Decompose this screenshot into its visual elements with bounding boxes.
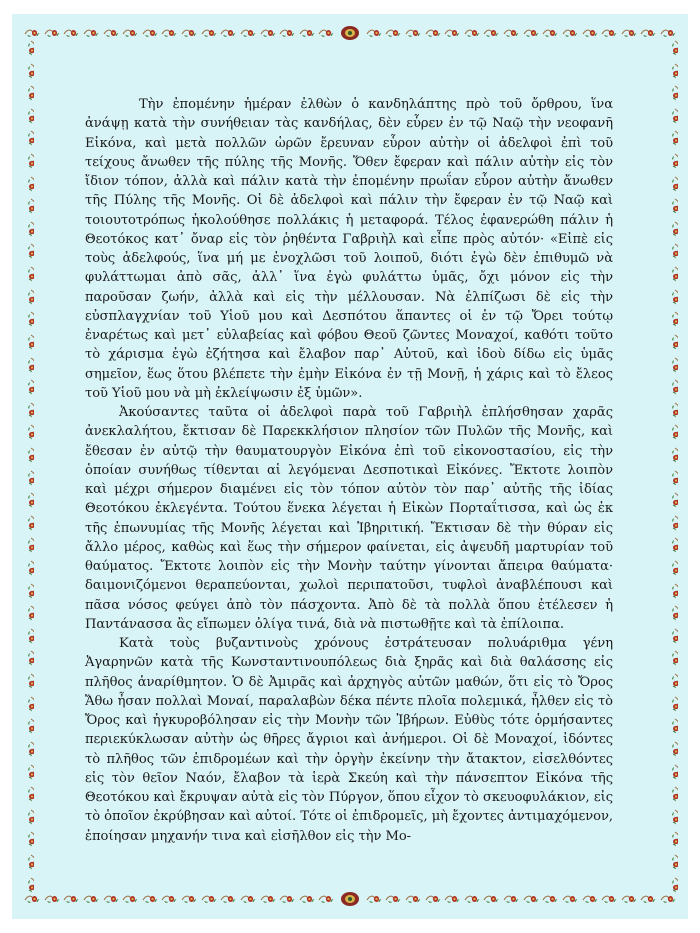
floral-ornament-icon: [22, 289, 34, 305]
paragraph: Τὴν ἐπομένην ἡμέραν ἐλθὼν ὁ κανδηλάπτης πρὸ τοῦ ὄρθρου, ἵνα ἀνάψῃ κατὰ τὴν συνήθειαν τὰς κανδήλας, δὲν εὗρεν ἐν τῷ Ναῷ τὴν νεοφανῆ Εἰκόνα, καὶ μετὰ πολλῶν ὡρῶν ἔρευναν εὗρον αὐτὴν οἱ ἀδελφοὶ ἐπὶ τοῦ τείχους ἄνωθεν τῆς πύλης τῆς Μονῆς. Ὅθεν ἔφεραν καὶ πάλιν αὐτὴν εἰς τὸν ἴδιον τόπον, ἀλλὰ καὶ πάλιν κατὰ τὴν ἐπομένην πρωΐαν εὗρον αὐτὴν ἄνωθεν τῆς Πύλης τῆς Μονῆς. Οἱ δὲ ἀδελφοὶ καὶ πάλιν τὴν ἔφεραν ἐν τῷ Ναῷ καὶ τοιουτοτρόπως ἠκολούθησε πολλάκις ἡ μεταφορά. Τέλος ἐφανερώθη πάλιν ἡ Θεοτόκος κατ᾽ ὄναρ εἰς τὸν ῥηθέντα Γαβριὴλ καὶ εἶπε πρὸς αὐτόν· «Εἰπὲ εἰς τοὺς ἀδελφούς, ἵνα μή με ἐνοχλῶσι τοῦ λοιποῦ, διότι ἐγὼ δὲν ἐπιθυμῶ νὰ φυλάττωμαι ἀπὸ σᾶς, ἀλλ᾽ ἵνα ἐγὼ φυλάττω ὑμᾶς, ὄχι μόνον εἰς τὴν παροῦσαν ζωήν, ἀλλὰ καὶ εἰς τὴν μέλλουσαν. Νὰ ἐλπίζωσι δὲ εἰς τὴν εὐσπλαγχνίαν τοῦ Υἱοῦ μου καὶ Δεσπότου ἅπαντες οἱ ἐν τῷ Ὄρει τούτῳ ἐναρέτως καὶ μετ᾽ εὐλαβείας καὶ φόβου Θεοῦ ζῶντες Μοναχοί, καθότι τοῦτο τὸ χάρισμα ἐγὼ ἐζήτησα καὶ ἔλαβον παρ᾽ Αὐτοῦ, καὶ ἰδοὺ δίδω εἰς ὑμᾶς σημεῖον, ἕως ὅτου βλέπετε τὴν ἐμὴν Εἰκόνα ἐν τῇ Μονῇ, ἡ χάρις καὶ τὸ ἔλεος τοῦ Υἱοῦ μου νὰ μὴ ἐκλείψωσιν ἐξ ὑμῶν».: [85, 97, 613, 401]
floral-ornament-icon: [22, 809, 34, 825]
floral-ornament-icon: [425, 893, 441, 905]
floral-ornament-icon: [405, 893, 421, 905]
floral-ornament-icon: [666, 424, 678, 440]
floral-ornament-icon: [103, 893, 119, 905]
floral-ornament-icon: [22, 221, 34, 237]
floral-ornament-icon: [666, 311, 678, 327]
floral-ornament-icon: [22, 786, 34, 802]
floral-ornament-icon: [666, 85, 678, 101]
floral-ornament-icon: [666, 379, 678, 395]
floral-ornament-icon: [666, 108, 678, 124]
floral-ornament-icon: [621, 27, 637, 39]
floral-ornament-icon: [666, 176, 678, 192]
floral-ornament-icon: [666, 221, 678, 237]
floral-ornament-icon: [22, 831, 34, 847]
floral-ornament-icon: [666, 40, 678, 56]
floral-ornament-icon: [22, 130, 34, 146]
text-body: [85, 95, 613, 846]
floral-ornament-icon: [22, 650, 34, 666]
floral-ornament-icon: [22, 515, 34, 531]
floral-ornament-icon: [260, 893, 276, 905]
floral-ornament-icon: [22, 334, 34, 350]
floral-ornament-icon: [385, 27, 401, 39]
floral-ornament-icon: [666, 854, 678, 870]
floral-ornament-icon: [63, 27, 79, 39]
floral-ornament-icon: [582, 893, 598, 905]
floral-ornament-icon: [22, 108, 34, 124]
floral-ornament-icon: [220, 893, 236, 905]
floral-ornament-icon: [366, 27, 382, 39]
floral-ornament-icon: [240, 27, 256, 39]
floral-ornament-icon: [220, 27, 236, 39]
floral-ornament-icon: [22, 402, 34, 418]
floral-ornament-icon: [666, 696, 678, 712]
floral-ornament-icon: [660, 893, 676, 905]
floral-ornament-icon: [260, 27, 276, 39]
floral-ornament-icon: [161, 893, 177, 905]
floral-ornament-icon: [142, 27, 158, 39]
floral-ornament-icon: [666, 583, 678, 599]
floral-ornament-icon: [181, 893, 197, 905]
floral-ornament-icon: [22, 198, 34, 214]
floral-ornament-icon: [523, 27, 539, 39]
floral-ornament-icon: [22, 560, 34, 576]
floral-ornament-icon: [22, 447, 34, 463]
floral-ornament-icon: [621, 893, 637, 905]
floral-ornament-icon: [483, 893, 499, 905]
floral-ornament-icon: [666, 63, 678, 79]
floral-ornament-icon: [483, 27, 499, 39]
floral-ornament-icon: [279, 27, 295, 39]
floral-ornament-icon: [299, 893, 315, 905]
floral-ornament-icon: [666, 605, 678, 621]
floral-ornament-icon: [299, 27, 315, 39]
floral-ornament-icon: [22, 153, 34, 169]
floral-ornament-icon: [22, 673, 34, 689]
floral-ornament-icon: [22, 266, 34, 282]
floral-ornament-icon: [666, 515, 678, 531]
floral-ornament-icon: [582, 27, 598, 39]
floral-ornament-icon: [22, 628, 34, 644]
floral-ornament-icon: [318, 893, 334, 905]
floral-ornament-icon: [103, 27, 119, 39]
floral-ornament-icon: [63, 893, 79, 905]
floral-ornament-icon: [22, 243, 34, 259]
floral-ornament-icon: [666, 130, 678, 146]
floral-ornament-icon: [22, 696, 34, 712]
floral-ornament-icon: [385, 893, 401, 905]
floral-ornament-icon: [666, 764, 678, 780]
floral-ornament-icon: [405, 27, 421, 39]
floral-ornament-icon: [122, 27, 138, 39]
floral-ornament-icon: [22, 718, 34, 734]
floral-ornament-icon: [666, 718, 678, 734]
floral-ornament-icon: [666, 877, 678, 893]
floral-ornament-icon: [22, 583, 34, 599]
floral-ornament-icon: [366, 893, 382, 905]
floral-ornament-icon: [666, 628, 678, 644]
floral-ornament-icon: [83, 27, 99, 39]
floral-ornament-icon: [44, 27, 60, 39]
floral-ornament-icon: [201, 893, 217, 905]
floral-ornament-icon: [161, 27, 177, 39]
floral-ornament-icon: [22, 424, 34, 440]
floral-ornament-icon: [22, 63, 34, 79]
floral-ornament-icon: [122, 893, 138, 905]
floral-ornament-icon: [666, 357, 678, 373]
ornamental-border-left: [20, 40, 36, 893]
floral-ornament-icon: [22, 311, 34, 327]
floral-ornament-icon: [24, 27, 40, 39]
floral-ornament-icon: [464, 893, 480, 905]
floral-ornament-icon: [666, 537, 678, 553]
border-medallion-top-icon: [339, 24, 361, 42]
floral-ornament-icon: [666, 198, 678, 214]
floral-ornament-icon: [22, 176, 34, 192]
border-medallion-bottom-icon: [339, 890, 361, 908]
floral-ornament-icon: [562, 893, 578, 905]
floral-ornament-icon: [666, 809, 678, 825]
floral-ornament-icon: [542, 27, 558, 39]
floral-ornament-icon: [142, 893, 158, 905]
floral-ornament-icon: [279, 893, 295, 905]
floral-ornament-icon: [666, 470, 678, 486]
floral-ornament-icon: [444, 893, 460, 905]
floral-ornament-icon: [503, 893, 519, 905]
floral-ornament-icon: [640, 893, 656, 905]
floral-ornament-icon: [318, 27, 334, 39]
floral-ornament-icon: [666, 673, 678, 689]
floral-ornament-icon: [666, 243, 678, 259]
floral-ornament-icon: [503, 27, 519, 39]
floral-ornament-icon: [562, 27, 578, 39]
floral-ornament-icon: [464, 27, 480, 39]
floral-ornament-icon: [22, 877, 34, 893]
floral-ornament-icon: [22, 470, 34, 486]
ornamental-border-right: [664, 40, 680, 893]
floral-ornament-icon: [22, 379, 34, 395]
floral-ornament-icon: [24, 893, 40, 905]
floral-ornament-icon: [201, 27, 217, 39]
floral-ornament-icon: [22, 605, 34, 621]
floral-ornament-icon: [22, 85, 34, 101]
floral-ornament-icon: [660, 27, 676, 39]
floral-ornament-icon: [523, 893, 539, 905]
floral-ornament-icon: [666, 153, 678, 169]
floral-ornament-icon: [83, 893, 99, 905]
floral-ornament-icon: [22, 357, 34, 373]
floral-ornament-icon: [640, 27, 656, 39]
floral-ornament-icon: [425, 27, 441, 39]
floral-ornament-icon: [666, 650, 678, 666]
floral-ornament-icon: [601, 27, 617, 39]
paragraph: Κατὰ τοὺς βυζαντινοὺς χρόνους ἐστράτευσαν πολυάριθμα γένη Ἀγαρηνῶν κατὰ τῆς Κωνσταντινουπόλεως διὰ ξηρᾶς καὶ διὰ θαλάσσης εἰς πλῆθος ἀναρίθμητον. Ὁ δὲ Ἀμιρᾶς καὶ ἀρχηγὸς αὐτῶν μαθών, ὅτι εἰς τὸ Ὄρος Ἄθω ἦσαν πολλαὶ Μοναί, παραλαβὼν δέκα πέντε πλοῖα πολεμικά, ἦλθεν εἰς τὸ Ὄρος καὶ ἠγκυροβόλησαν εἰς τὴν Μονὴν τῶν Ἰβήρων. Εὐθὺς τότε ὁρμήσαντες περιεκύκλωσαν αὐτὴν ὡς θῆρες ἄγριοι καὶ ἀνήμεροι. Οἱ δὲ Μοναχοί, ἰδόντες τὸ πλῆθος τῶν ἐπιδρομέων καὶ τὴν ὀργὴν ἐκείνην τὴν ἄτακτον, εἰσελθόντες εἰς τὸν θεῖον Ναόν, ἔλαβον τὰ ἱερὰ Σκεύη καὶ τὴν πάνσεπτον Εἰκόνα τῆς Θεοτόκου καὶ ἔκρυψαν αὐτὰ εἰς τὸν Πύργον, ὅπου εἶχον τὸ σκευοφυλάκιον, εἰς τὸ ὁποῖον ἐκρύβησαν καὶ αὐτοί. Τότε οἱ ἐπιδρομεῖς, μὴ ἔχοντες ἀντιμαχόμενον, ἐποίησαν μηχανήν τινα καὶ εἰσῆλθον εἰς τὴν Μο-: [85, 636, 613, 844]
floral-ornament-icon: [22, 764, 34, 780]
floral-ornament-icon: [542, 893, 558, 905]
paragraph: Ἀκούσαντες ταῦτα οἱ ἀδελφοὶ παρὰ τοῦ Γαβριὴλ ἐπλήσθησαν χαρᾶς ἀνεκλαλήτου, ἔκτισαν δὲ Παρεκκλήσιον πλησίον τῶν Πυλῶν τῆς Μονῆς, καὶ ἔθεσαν ἐν αὐτῷ τὴν θαυματουργὸν Εἰκόνα ἐπὶ τοῦ εἰκονοστασίου, εἰς τὴν ὁποίαν συνήθως τίθενται αἱ λεγόμεναι Δεσποτικαὶ Εἰκόνες. Ἔκτοτε λοιπὸν καὶ μέχρι σήμερον διαμένει εἰς τὸν τόπον αὐτὸν τὸν παρ᾽ αὐτῆς τῆς ἰδίας Θεοτόκου ἐκλεγέντα. Τούτου ἕνεκα λέγεται ἡ Εἰκὼν Πορταΐτισσα, καὶ ὡς ἐκ τῆς ἐπωνυμίας τῆς Μονῆς λέγεται καὶ Ἰβηριτική. Ἔκτισαν δὲ τὴν θύραν εἰς ἄλλο μέρος, καθὼς καὶ ἕως τὴν σήμερον φαίνεται, εἰς ἀψευδῆ μαρτυρίαν τοῦ θαύματος. Ἔκτοτε λοιπὸν εἰς τὴν Μονὴν ταύτην γίνονται ἄπειρα θαύματα· δαιμονιζόμενοι θεραπεύονται, χωλοὶ περιπατοῦσι, τυφλοὶ ἀναβλέπουσι καὶ πᾶσα νόσος φεύγει ἀπὸ τὸν πάσχοντα. Ἀπὸ δὲ τὰ πολλὰ ὅπου ἐτέλεσεν ἡ Παντάνασσα ἂς εἴπωμεν ὀλίγα τινά, διὰ νὰ πιστωθῇτε καὶ τὰ ἐπίλοιπα.: [85, 405, 613, 632]
floral-ornament-icon: [22, 854, 34, 870]
floral-ornament-icon: [666, 289, 678, 305]
floral-ornament-icon: [666, 492, 678, 508]
floral-ornament-icon: [666, 402, 678, 418]
floral-ornament-icon: [666, 334, 678, 350]
floral-ornament-icon: [666, 447, 678, 463]
floral-ornament-icon: [444, 27, 460, 39]
floral-ornament-icon: [181, 27, 197, 39]
floral-ornament-icon: [666, 831, 678, 847]
floral-ornament-icon: [601, 893, 617, 905]
floral-ornament-icon: [666, 266, 678, 282]
floral-ornament-icon: [22, 537, 34, 553]
floral-ornament-icon: [22, 741, 34, 757]
floral-ornament-icon: [22, 492, 34, 508]
floral-ornament-icon: [240, 893, 256, 905]
floral-ornament-icon: [666, 741, 678, 757]
floral-ornament-icon: [666, 560, 678, 576]
floral-ornament-icon: [666, 786, 678, 802]
floral-ornament-icon: [22, 40, 34, 56]
floral-ornament-icon: [44, 893, 60, 905]
